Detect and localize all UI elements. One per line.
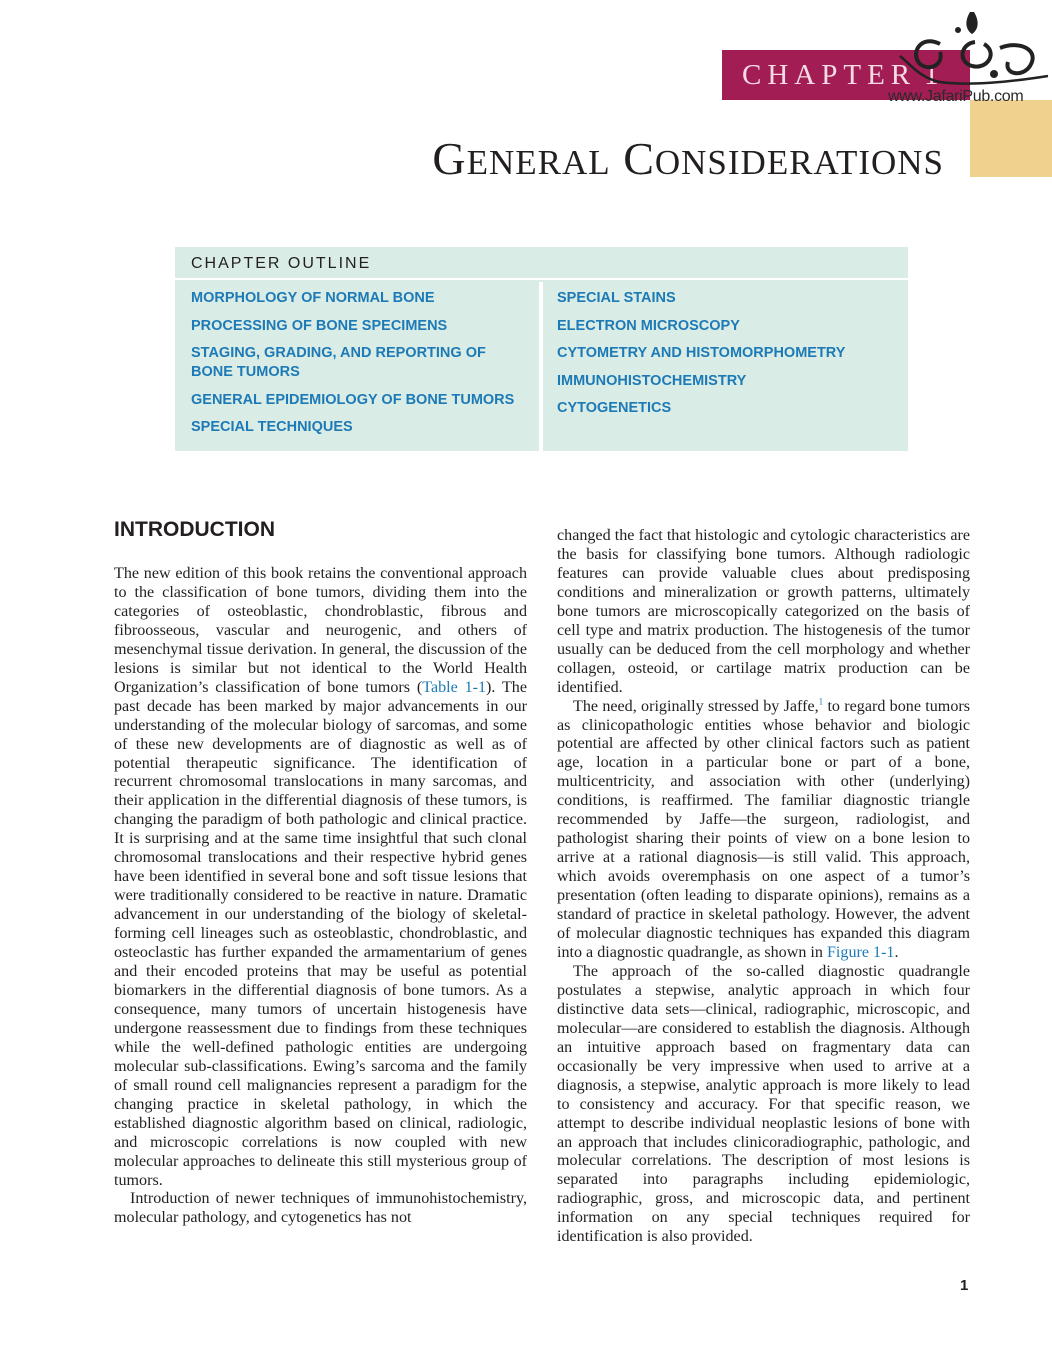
intro-paragraph-5: The approach of the so-called diagnostic quadrangle postulates a stepwise, analytic approach in which four distinctive data sets—clinical, radiographic, microscopic, and molecular—are considered to establish the diagnosis. Although an intuitive approach based on fragmentary data can occasionally be very impressive when used to arrive at a diagnosis, a stepwise, analytic approach is more likely to lead to consistency and accuracy. For that specific reason, we attempt to describe individual neoplastic lesions of bone with an approach that includes clinicoradiographic, pathologic, and molecular correlations. The description of most lesions is separated into paragraphs including epidemiologic, radiographic, gross, and microscopic data, and pertinent information on any special techniques required for identification is also provided. <box>557 962 970 1246</box>
intro-paragraph-1 <box>114 565 527 1190</box>
paragraph-text: to regard bone tumors as clinicopathologic entities whose behavior and biologic potential are affected by other clinical factors such as patient age, location in a particular bone or part of a bone, multicentricity, and association with other (underlying) conditions, is reaffirmed. The familiar diagnostic triangle recommended by Jaffe—the surgeon, radiologist, and pathologist sharing their points of view on a bone lesion to arrive at a rational diagnosis—is still valid. This approach, which avoids overemphasis on one aspect of a tumor’s presentation (often leading to disparate opinions), remains as a standard of practice in skeletal pathology. However, the advent of molecular diagnostic techniques has expanded this diagram into a diagnostic quadrangle, as shown in <box>557 697 970 961</box>
watermark-url: www.JafariPub.com <box>888 88 1024 105</box>
paragraph-text: The need, originally stressed by Jaffe, <box>573 697 819 715</box>
outline-item[interactable]: SPECIAL STAINS <box>557 290 676 306</box>
chapter-outline-heading: CHAPTER OUTLINE <box>175 247 908 280</box>
footnote-reference[interactable]: 1 <box>818 696 824 707</box>
outline-item[interactable]: IMMUNOHISTOCHEMISTRY <box>557 372 747 389</box>
intro-paragraph-3: changed the fact that histologic and cytologic characteristics are the basis for classifying bone tumors. Although radiologic features can provide valuable clues about predisposing conditions and mineralization or growth patterns, ultimately bone tumors are microscopically categorized on the basis of cell type and matrix production. The histogenesis of the tumor usually can be deduced from the cell morphology and whether collagen, osteoid, or cartilage matrix production can be identified. <box>557 527 970 696</box>
outline-item[interactable]: SPECIAL TECHNIQUES <box>191 419 353 435</box>
outline-item[interactable]: MORPHOLOGY OF NORMAL BONE <box>191 290 435 306</box>
intro-paragraph-4 <box>557 698 970 963</box>
title-word-rest-1: ENERAL <box>466 143 611 182</box>
outline-item[interactable]: CYTOMETRY AND HISTOMORPHOMETRY <box>557 345 846 361</box>
title-word-rest-2: ONSIDERATIONS <box>654 143 944 182</box>
chapter-title <box>432 132 944 185</box>
intro-paragraph-2: Introduction of newer techniques of immunohistochemistry, molecular pathology, and cytogenetics has not <box>114 1190 527 1227</box>
outline-item[interactable]: PROCESSING OF BONE SPECIMENS <box>191 317 448 334</box>
chapter-outline-box <box>175 247 908 451</box>
chapter-number: 1 <box>924 59 939 91</box>
introduction-heading: INTRODUCTION <box>114 518 275 541</box>
outline-divider <box>539 282 543 451</box>
outline-right-column <box>557 289 897 427</box>
title-initial-g: G <box>432 133 467 184</box>
outline-item[interactable]: GENERAL EPIDEMIOLOGY OF BONE TUMORS <box>191 391 515 408</box>
paragraph-text: . <box>894 943 899 961</box>
chapter-label: CHAPTER <box>742 59 917 91</box>
page-number: 1 <box>960 1277 969 1294</box>
paragraph-text: ). The past decade has been marked by major advancements in our understanding of the molecular biology of sarcomas, and some of these new developments are of diagnostic as well as of potential therapeutic significance. The identification of recurrent chromosomal translocations in many sarcomas, and their application in the differential diagnosis of these tumors, is changing the paradigm of both pathologic and clinical practice. It is surprising and at the same time insightful that such clonal chromosomal translocations and their respective hybrid genes have been identified in several bone and soft tissue lesions that were traditionally considered to be reactive in nature. Dramatic advancement in our understanding of the biology of skeletal-forming cell lineages such as osteoblastic, chondroblastic, and osteoclastic has further expanded the armamentarium of genes and their encoded proteins that may be useful as potential biomarkers in the differential diagnosis of bone tumors. As a consequence, many tumors of uncertain histogenesis have undergone reassessment due to findings from these techniques while the well-defined pathologic entities are undergoing molecular sub-classifications. Ewing’s sarcoma and the family of small round cell malignancies represent a paradigm for the changing practice in skeletal pathology, in which the established diagnostic algorithm based on clinical, radiologic, and microscopic correlations is now coupled with new molecular approaches to delineate this still mysterious group of tumors. <box>114 678 527 1189</box>
left-text-column <box>114 565 527 1228</box>
outline-item[interactable]: CYTOGENETICS <box>557 400 672 416</box>
title-initial-c: C <box>623 133 655 184</box>
table-reference-link[interactable]: Table 1-1 <box>422 678 487 696</box>
paragraph-text: The new edition of this book retains the conventional approach to the classification of bone tumors, dividing them into the categories of osteoblastic, chondroblastic, fibrous and fibroosseous, vascular and neurogenic, and others of mesenchymal tissue derivation. In general, the discussion of the lesions is similar but not identical to the World Health Organization’s classification of bone tumors ( <box>114 565 527 696</box>
right-text-column <box>557 527 970 1247</box>
outline-item[interactable]: STAGING, GRADING, AND REPORTING OF BONE TUMORS <box>191 345 486 380</box>
outline-left-column <box>191 289 531 446</box>
outline-item[interactable]: ELECTRON MICROSCOPY <box>557 317 740 334</box>
figure-reference-link[interactable]: Figure 1-1 <box>826 943 895 961</box>
